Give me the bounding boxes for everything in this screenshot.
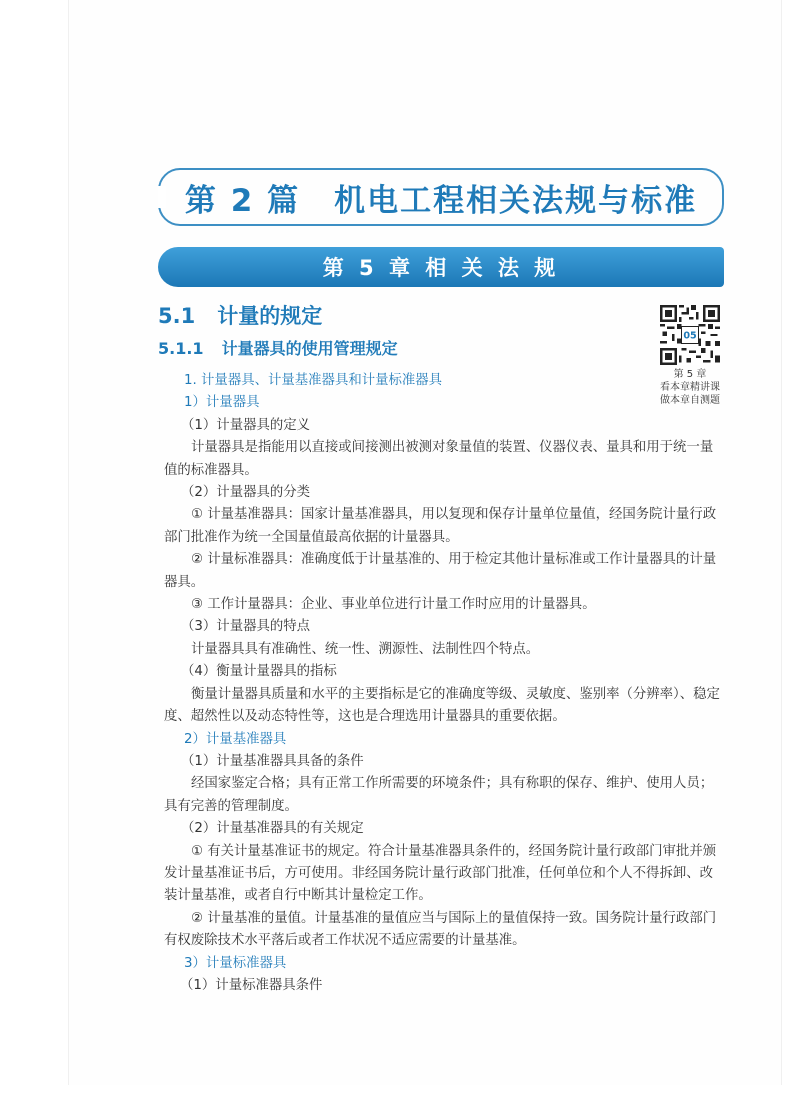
section-heading bbox=[158, 300, 322, 330]
sub-heading: （3）计量器具的特点 bbox=[181, 619, 311, 635]
item-heading: 2）计量基准器具 bbox=[184, 731, 287, 747]
subsection-title: 计量器具的使用管理规定 bbox=[221, 339, 398, 358]
paragraph: 衡量计量器具质量和水平的主要指标是它的准确度等级、灵敏度、鉴别率（分辨率）、稳定度、超然性以及动态特性等，这也是合理选用计量器具的重要依据。 bbox=[164, 686, 720, 725]
sub-heading: （1）计量基准器具具备的条件 bbox=[181, 753, 364, 769]
sub-heading: （1）计量器具的定义 bbox=[181, 417, 311, 433]
item-heading: 1）计量器具 bbox=[184, 395, 260, 411]
chapter-title: 第 5 章 相 关 法 规 bbox=[322, 256, 560, 280]
qr-badge: 05 bbox=[683, 330, 697, 342]
section-number: 5.1 bbox=[158, 304, 196, 328]
part-title bbox=[185, 175, 697, 220]
body-text bbox=[164, 370, 720, 997]
sub-heading: （4）衡量计量器具的指标 bbox=[181, 664, 337, 680]
subsection-number: 5.1.1 bbox=[158, 339, 204, 358]
sub-heading: （2）计量器具的分类 bbox=[181, 485, 311, 501]
paragraph: ① 计量基准器具：国家计量基准器具，用以复现和保存计量单位量值，经国务院计量行政部门批准作为统一全国量值最高依据的计量器具。 bbox=[164, 507, 717, 545]
qr-caption-line: 第 5 章 bbox=[673, 369, 707, 380]
qr-caption-line: 看本章精讲课 bbox=[660, 382, 720, 393]
paragraph: ② 计量标准器具：准确度低于计量基准的、用于检定其他计量标准或工作计量器具的计量器具。 bbox=[164, 552, 717, 590]
paragraph: 经国家鉴定合格；具有正常工作所需要的环境条件；具有称职的保存、维护、使用人员；具有完善的管理制度。 bbox=[164, 776, 714, 814]
part-title-box bbox=[158, 168, 724, 226]
qr-caption-line: 做本章自测题 bbox=[660, 395, 720, 406]
paragraph: ② 计量基准的量值。计量基准的量值应当与国际上的量值保持一致。国务院计量行政部门有权废除技术水平落后或者工作状况不适应需要的计量基准。 bbox=[164, 910, 717, 949]
item-heading: 1. 计量器具、计量基准器具和计量标准器具 bbox=[184, 373, 443, 388]
paragraph: ① 有关计量基准证书的规定。符合计量基准器具条件的，经国务院计量行政部门审批并颁发计量基准证书后，方可使用。非经国务院计量行政部门批准，任何单位和个人不得拆卸、改装计量基准，或者自行中断其计量检定工作。 bbox=[164, 843, 717, 904]
chapter-banner bbox=[158, 247, 724, 287]
part-name: 机电工程相关法规与标准 bbox=[334, 182, 698, 219]
qr-code-icon[interactable] bbox=[660, 305, 720, 365]
item-heading: 3）计量标准器具 bbox=[184, 955, 287, 971]
part-label: 第 2 篇 bbox=[184, 182, 301, 219]
sub-heading: （1）计量标准器具条件 bbox=[180, 977, 323, 993]
sub-heading: （2）计量基准器具的有关规定 bbox=[181, 821, 364, 837]
paragraph: 计量器具是指能用以直接或间接测出被测对象量值的装置、仪器仪表、量具和用于统一量值的标准器具。 bbox=[164, 440, 714, 478]
paragraph: 计量器具具有准确性、统一性、溯源性、法制性四个特点。 bbox=[191, 641, 540, 657]
subsection-heading bbox=[158, 336, 398, 359]
section-title: 计量的规定 bbox=[217, 304, 323, 328]
paragraph: ③ 工作计量器具：企业、事业单位进行计量工作时应用的计量器具。 bbox=[191, 597, 596, 613]
